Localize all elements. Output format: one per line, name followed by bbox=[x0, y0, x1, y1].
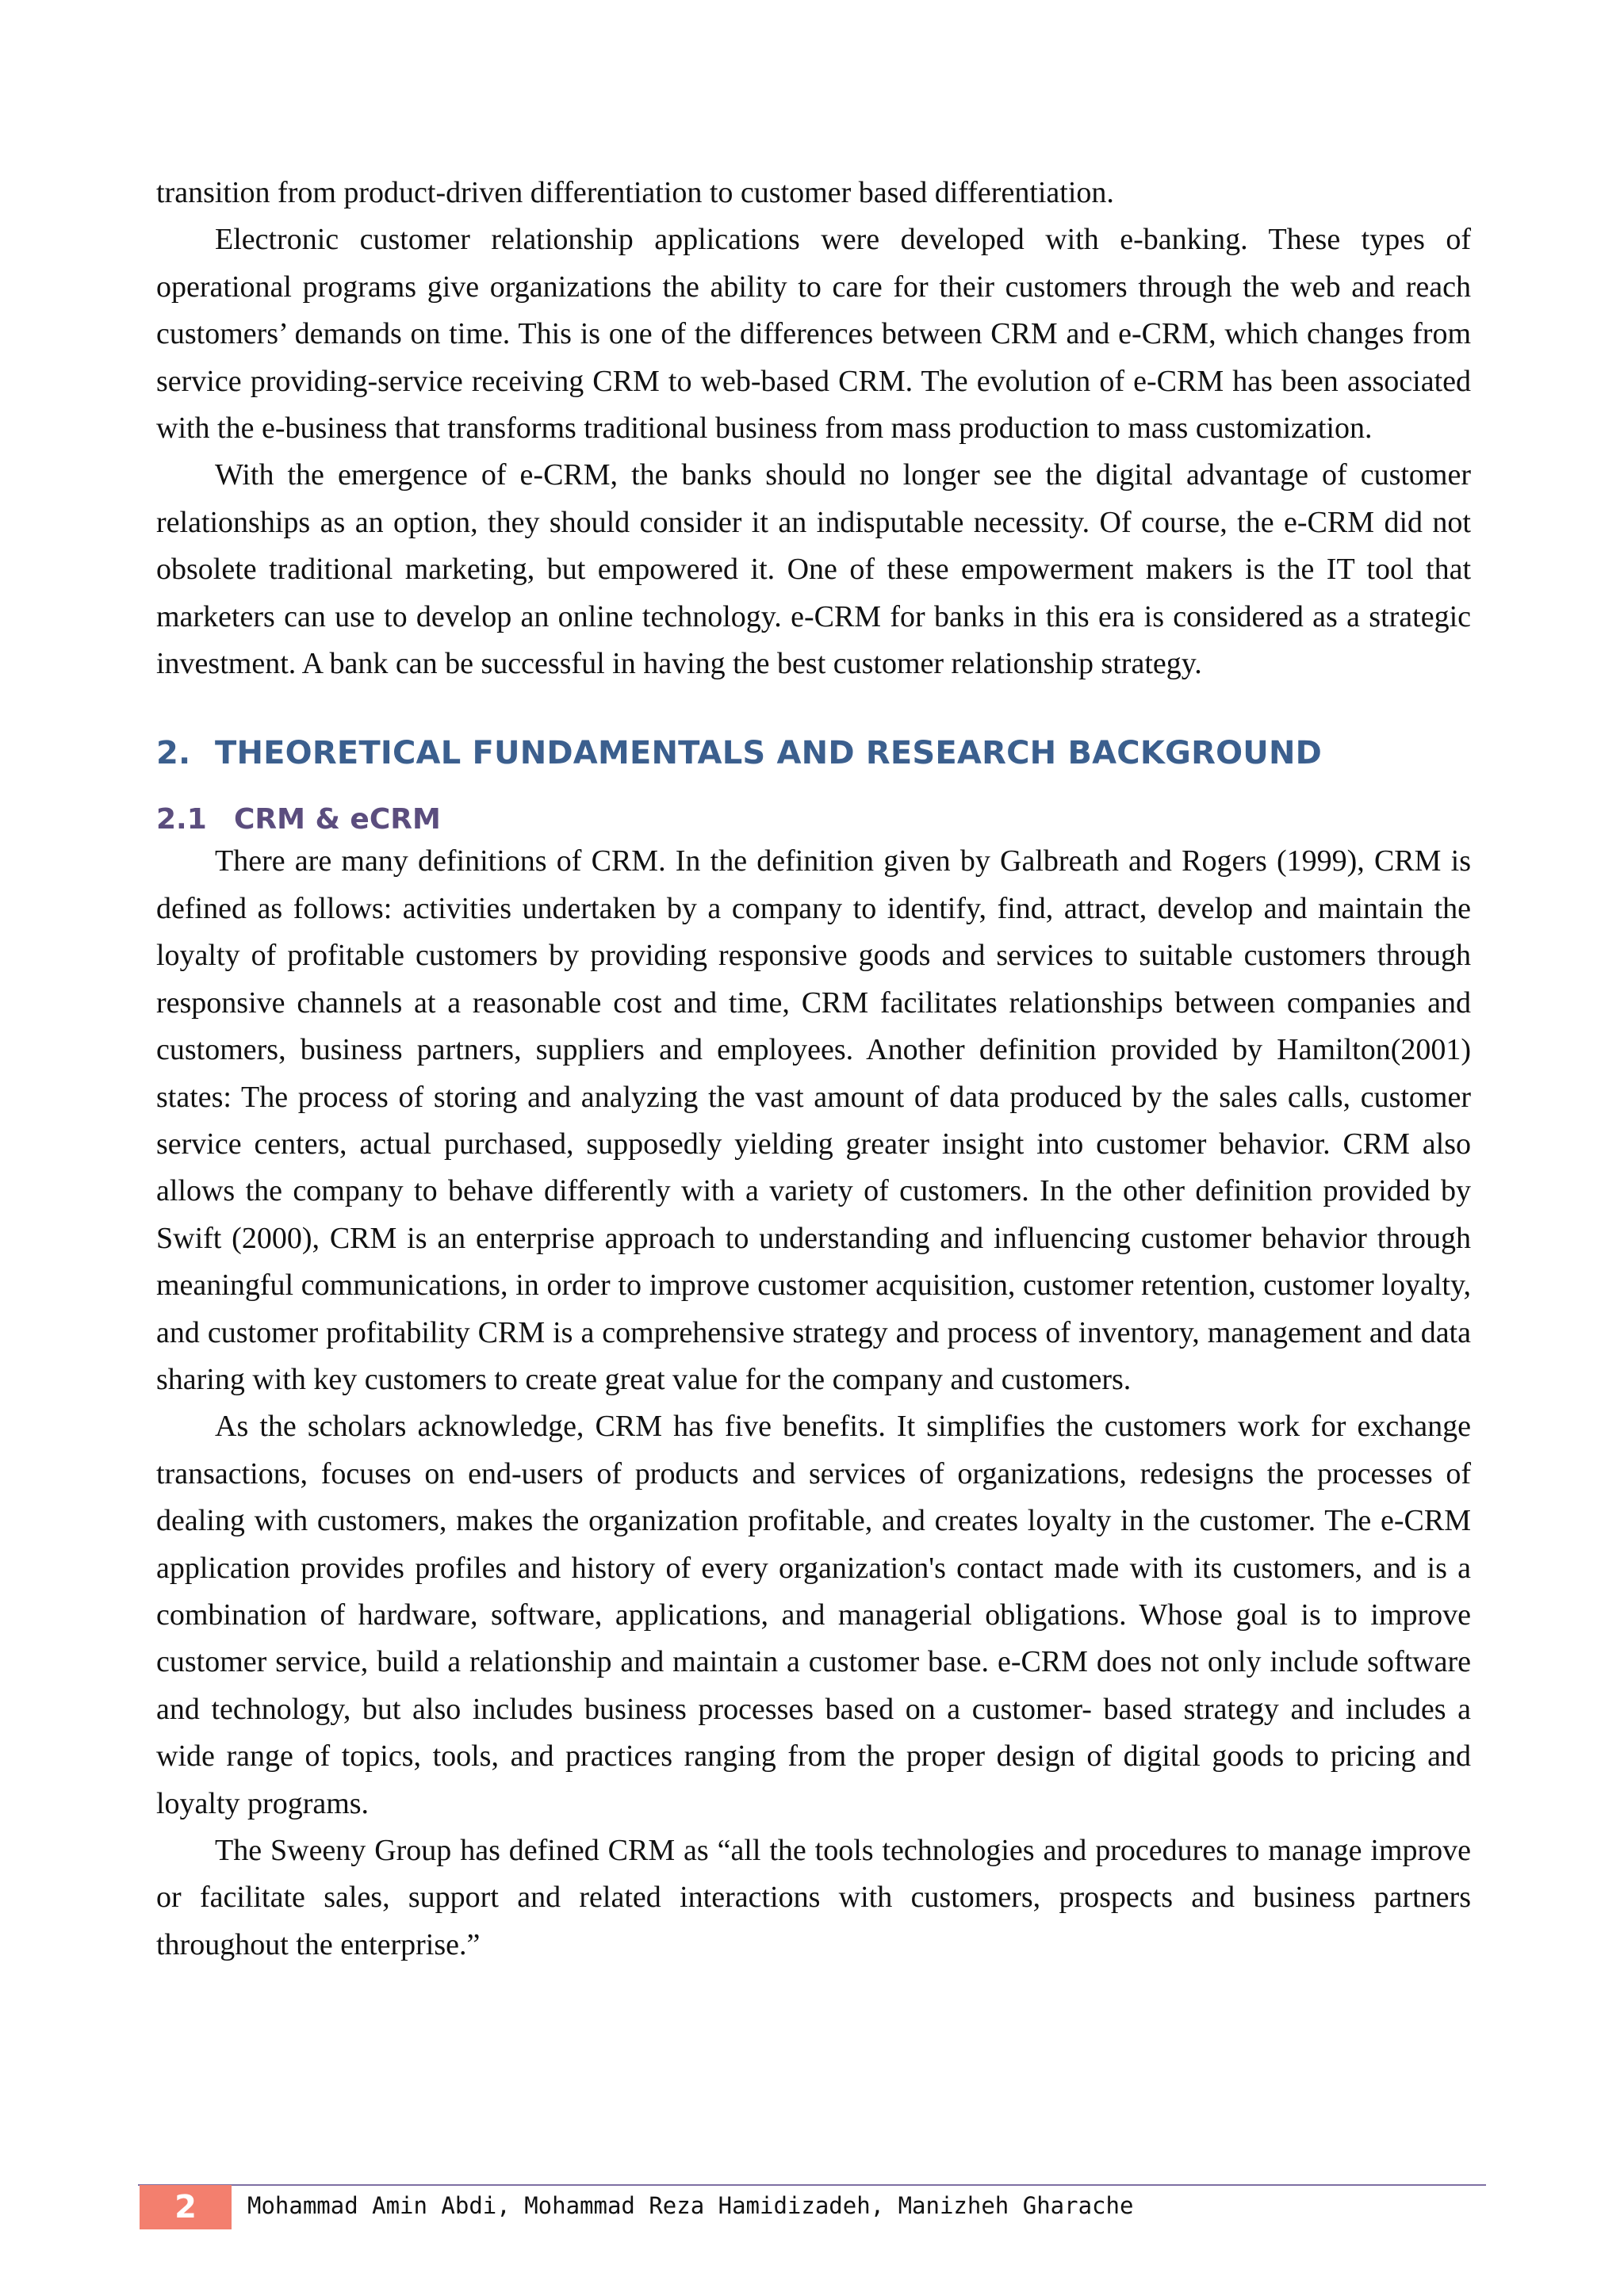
footer-authors: Mohammad Amin Abdi, Mohammad Reza Hamidizadeh, Manizheh Gharache bbox=[247, 2192, 1134, 2219]
footer-rule bbox=[138, 2184, 1486, 2186]
section-title: THEORETICAL FUNDAMENTALS AND RESEARCH BACKGROUND bbox=[215, 735, 1323, 772]
subsection-title: CRM & eCRM bbox=[234, 803, 441, 836]
paragraph-ecrm-emergence: With the emergence of e-CRM, the banks should no longer see the digital advantage of customer relationships as an option, they should consider it an indisputable necessity. Of course, the e-CRM did not obsolete traditional marketing, but empowered it. One of these empowerment makers is the IT tool that marketers can use to develop an online technology. e-CRM for banks in this era is considered as a strategic investment. A bank can be successful in having the best customer relationship strategy. bbox=[156, 458, 1471, 681]
paragraph-sweeny-group: The Sweeny Group has defined CRM as “all the tools technologies and procedures to manage improve or facilitate sales, support and related interactions with customers, prospects and business partners throughout the enterprise.” bbox=[156, 1834, 1471, 1961]
paragraph-crm-definitions: There are many definitions of CRM. In the definition given by Galbreath and Rogers (1999), CRM is defined as follows: activities undertaken by a company to identify, find, attract, develop and maintain the loyalty of profitable customers by providing responsive goods and services to suitable customers through responsive channels at a reasonable cost and time, CRM facilitates relationships between companies and customers, business partners, suppliers and employees. Another definition provided by Hamilton(2001) states: The process of storing and analyzing the vast amount of data produced by the sales calls, customer service centers, actual purchased, supposedly yielding greater insight into customer behavior. CRM also allows the company to behave differently with a variety of customers. In the other definition provided by Swift (2000), CRM is an enterprise approach to understanding and influencing customer behavior through meaningful communications, in order to improve customer acquisition, customer retention, customer loyalty, and customer profitability CRM is a comprehensive strategy and process of inventory, management and data sharing with key customers to create great value for the company and customers. bbox=[156, 844, 1471, 1396]
paragraph-ecrm-applications: Electronic customer relationship applications were developed with e-banking. These types of operational programs give organizations the ability to care for their customers through the web and reach customers’ demands on time. This is one of the differences between CRM and e-CRM, which changes from service providing-service receiving CRM to web-based CRM. The evolution of e-CRM has been associated with the e-business that transforms traditional business from mass production to mass customization. bbox=[156, 223, 1471, 446]
page-number-box bbox=[140, 2185, 232, 2229]
paragraph-crm-benefits: As the scholars acknowledge, CRM has five benefits. It simplifies the customers work for exchange transactions, focuses on end-users of products and services of organizations, redesigns the processes of dealing with customers, makes the organization profitable, and creates loyalty in the customer. The e-CRM application provides profiles and history of every organization's contact made with its customers, and is a combination of hardware, software, applications, and managerial obligations. Whose goal is to improve customer service, build a relationship and maintain a customer base. e-CRM does not only include software and technology, but also includes business processes based on a customer- based strategy and includes a wide range of topics, tools, and practices ranging from the proper design of digital goods to pricing and loyalty programs. bbox=[156, 1410, 1471, 1820]
page-number: 2 bbox=[174, 2189, 197, 2225]
subsection-number: 2.1 bbox=[156, 803, 207, 836]
section-heading bbox=[156, 725, 1471, 781]
section-number: 2. bbox=[156, 735, 191, 772]
page-content bbox=[156, 170, 1471, 1969]
paragraph-continuation: transition from product-driven differentiation to customer based differentiation. bbox=[156, 176, 1114, 209]
subsection-heading bbox=[156, 802, 1471, 838]
